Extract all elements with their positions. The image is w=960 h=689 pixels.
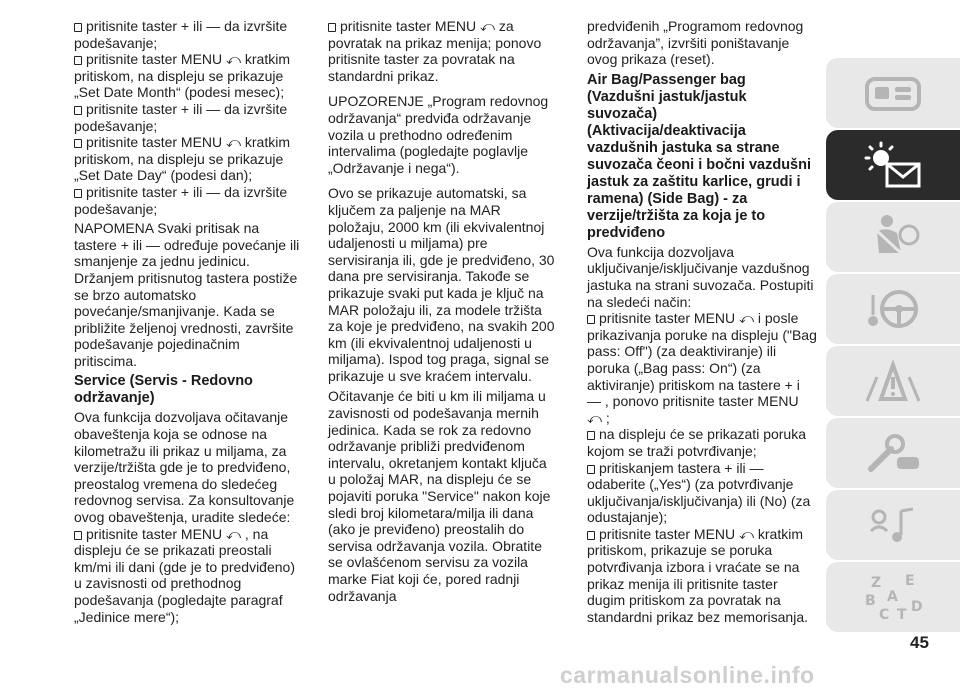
body-paragraph: Ovo se prikazuje automatski, sa ključem za paljenje na MAR položaju, 2000 km (ili ekvivalentnoj udaljenosti u miljama) pre servisiranja ili, gde je predviđeno, 30 dana pre servisiranja. Takođe se prikazuje svaki put kada je ključ na MAR položaju ili, za modele tržišta za koje je predviđeno, na svakih 200 km (ili ekvivalentnoj udaljenosti u miljama). Ispod tog praga, signal se prikazuje u sve kraćem intervalu. — [328, 185, 555, 384]
tab-index[interactable] — [826, 562, 960, 632]
svg-text:C: C — [879, 607, 890, 623]
section-heading-airbag: Air Bag/Passenger bag (Vazdušni jastuk/jastuk suvozača) (Aktivacija/deaktivacija vazdušnih jastuka sa strane suvozača čeoni i bočni vazdušni jastuk za zaštitu karlice, grudi i ramena) (Side Bag) - za verzije/tržišta za koja je to predviđeno — [587, 71, 812, 241]
bullet-square-icon — [587, 465, 595, 474]
steering-wheel-key-icon — [861, 285, 925, 333]
list-item: pritisnite taster + ili — da izvršite podešavanje; — [74, 183, 288, 217]
tab-multimedia[interactable] — [826, 490, 960, 560]
svg-text:E: E — [905, 573, 915, 589]
list-item: pritisnite taster MENU ⤺ kratkim pritiskom, prikazuje se poruka potvrđivanja izbora i vraćate se na prikaz menija ili pritisnite taster dugim pritiskom za povratak na standardni prikaz bez memorisanja. — [587, 525, 808, 625]
car-dashboard-icon — [861, 71, 925, 115]
bullet-square-icon — [74, 139, 82, 148]
column-2 — [328, 18, 558, 604]
svg-text:A: A — [887, 589, 898, 605]
bullet-square-icon — [74, 56, 82, 65]
tab-driving[interactable] — [826, 274, 960, 344]
bullet-square-icon — [587, 531, 595, 540]
bullet-square-icon — [74, 23, 82, 32]
warning-paragraph: UPOZORENJE „Program redovnog održavanja“ predviđa održavanje vozila u prethodno određenim intervalima (pogledajte poglavlje „Održavanje i nega“). — [328, 93, 549, 176]
multimedia-music-icon — [861, 501, 925, 549]
tab-warning-lights[interactable] — [826, 130, 960, 200]
list-item: pritisnite taster + ili — da izvršite podešavanje; — [74, 18, 288, 51]
body-paragraph: predviđenih „Programom redovnog održavanja”, izvršiti poništavanje ovog prikaza (reset). — [587, 18, 804, 68]
list-item: pritiskanjem tastera + ili — odaberite („Yes“) (za potvrđivanje uključivanja/isključivanja) ili (No) (za odustajanje); — [587, 459, 811, 526]
tab-emergency[interactable] — [826, 346, 960, 416]
wrench-car-icon — [861, 429, 925, 477]
tab-dashboard[interactable] — [826, 58, 960, 128]
svg-text:D: D — [911, 599, 923, 615]
column-1 — [74, 18, 302, 625]
bullet-square-icon — [587, 431, 595, 440]
body-paragraph: Ova funkcija dozvoljava uključivanje/isključivanje vazdušnog jastuka na strani suvozača. Postupiti na sledeći način: — [587, 243, 814, 310]
chapter-tabs — [826, 58, 960, 634]
tab-safety[interactable] — [826, 202, 960, 272]
list-item: pritisnite taster MENU ⤺ kratkim pritiskom, na displeju se prikazuje „Set Date Day“ (podesi dan); — [74, 134, 291, 184]
list-item: pritisnite taster MENU ⤺ kratkim pritiskom, na displeju se prikazuje „Set Date Month“ (podesi mesec); — [74, 51, 291, 101]
column-3 — [587, 18, 817, 625]
warning-light-message-icon — [861, 140, 925, 190]
section-heading-service: Service (Servis - Redovno održavanje) — [74, 373, 253, 407]
svg-text:B: B — [865, 593, 876, 609]
bullet-square-icon — [328, 23, 336, 32]
list-item: pritisnite taster MENU ⤺ i posle prikazivanja poruke na displeju ("Bag pass: Off") (za deaktiviranje) ili poruka („Bag pass: On“) (za aktiviranje) pritiskom na tastere + i — , ponovo pritisnite taster MENU ⤺ ; — [587, 310, 817, 426]
note-paragraph: NAPOMENA Svaki pritisak na tastere + ili — određuje povećanje ili smanjenje za jednu jedinicu. Držanjem pritisnutog tastera postiže se brzo automatsko povećanje/smanjivanje. Kada se približite željenoj vrednosti, završite podešavanje pojedinačnim pritiscima. — [74, 220, 300, 369]
bullet-square-icon — [74, 189, 82, 198]
list-item: pritisnite taster + ili — da izvršite podešavanje; — [74, 100, 288, 134]
svg-text:Z: Z — [871, 575, 882, 591]
body-paragraph: Ova funkcija dozvoljava očitavanje obaveštenja koja se odnose na kilometražu ili prikaz u miljama, za verzije/tržišta gde je to predviđeno, preostalog vremena do sledećeg redovnog servisa. Za konsultovanje ovog obaveštenja, uradite sledeće: — [74, 409, 295, 526]
svg-text:T: T — [897, 607, 907, 623]
tab-maintenance[interactable] — [826, 418, 960, 488]
bullet-square-icon — [74, 531, 82, 540]
alphabetical-index-icon — [861, 571, 925, 623]
bullet-square-icon — [74, 106, 82, 115]
road-warning-icon — [861, 357, 925, 405]
list-item: na displeju će se prikazati poruka kojom se traži potvrđivanje; — [587, 426, 807, 459]
watermark: carmanualsonline.info — [560, 662, 815, 688]
body-paragraph: Očitavanje će biti u km ili miljama u zavisnosti od podešavanja mernih jedinica. Kada se rok za redovno održavanje približi predviđenom intervalu, okretanjem kontakt ključa u položaj MAR, na displeju će se pojaviti poruka "Service" nakon koje sledi broj kilometara/milja ili dana (ako je previđeno) preostalih do servisa održavanja vozila. Obratite se ovlašćenom servisu za vozila marke Fiat koji će, pored radnji održavanja — [328, 388, 551, 604]
bullet-square-icon — [587, 315, 595, 324]
list-item: pritisnite taster MENU ⤺ za povratak na prikaz menija; ponovo pritisnite taster za povratak na standardni prikaz. — [328, 18, 542, 84]
seatbelt-airbag-icon — [861, 213, 925, 261]
list-item: pritisnite taster MENU ⤺ , na displeju će se prikazati preostali km/mi ili dani (gde je to predviđeno) u zavisnosti od prethodnog podešavanja (pogledajte paragraf „Jedinice mere“); — [74, 525, 295, 625]
page-number: 45 — [910, 633, 929, 652]
